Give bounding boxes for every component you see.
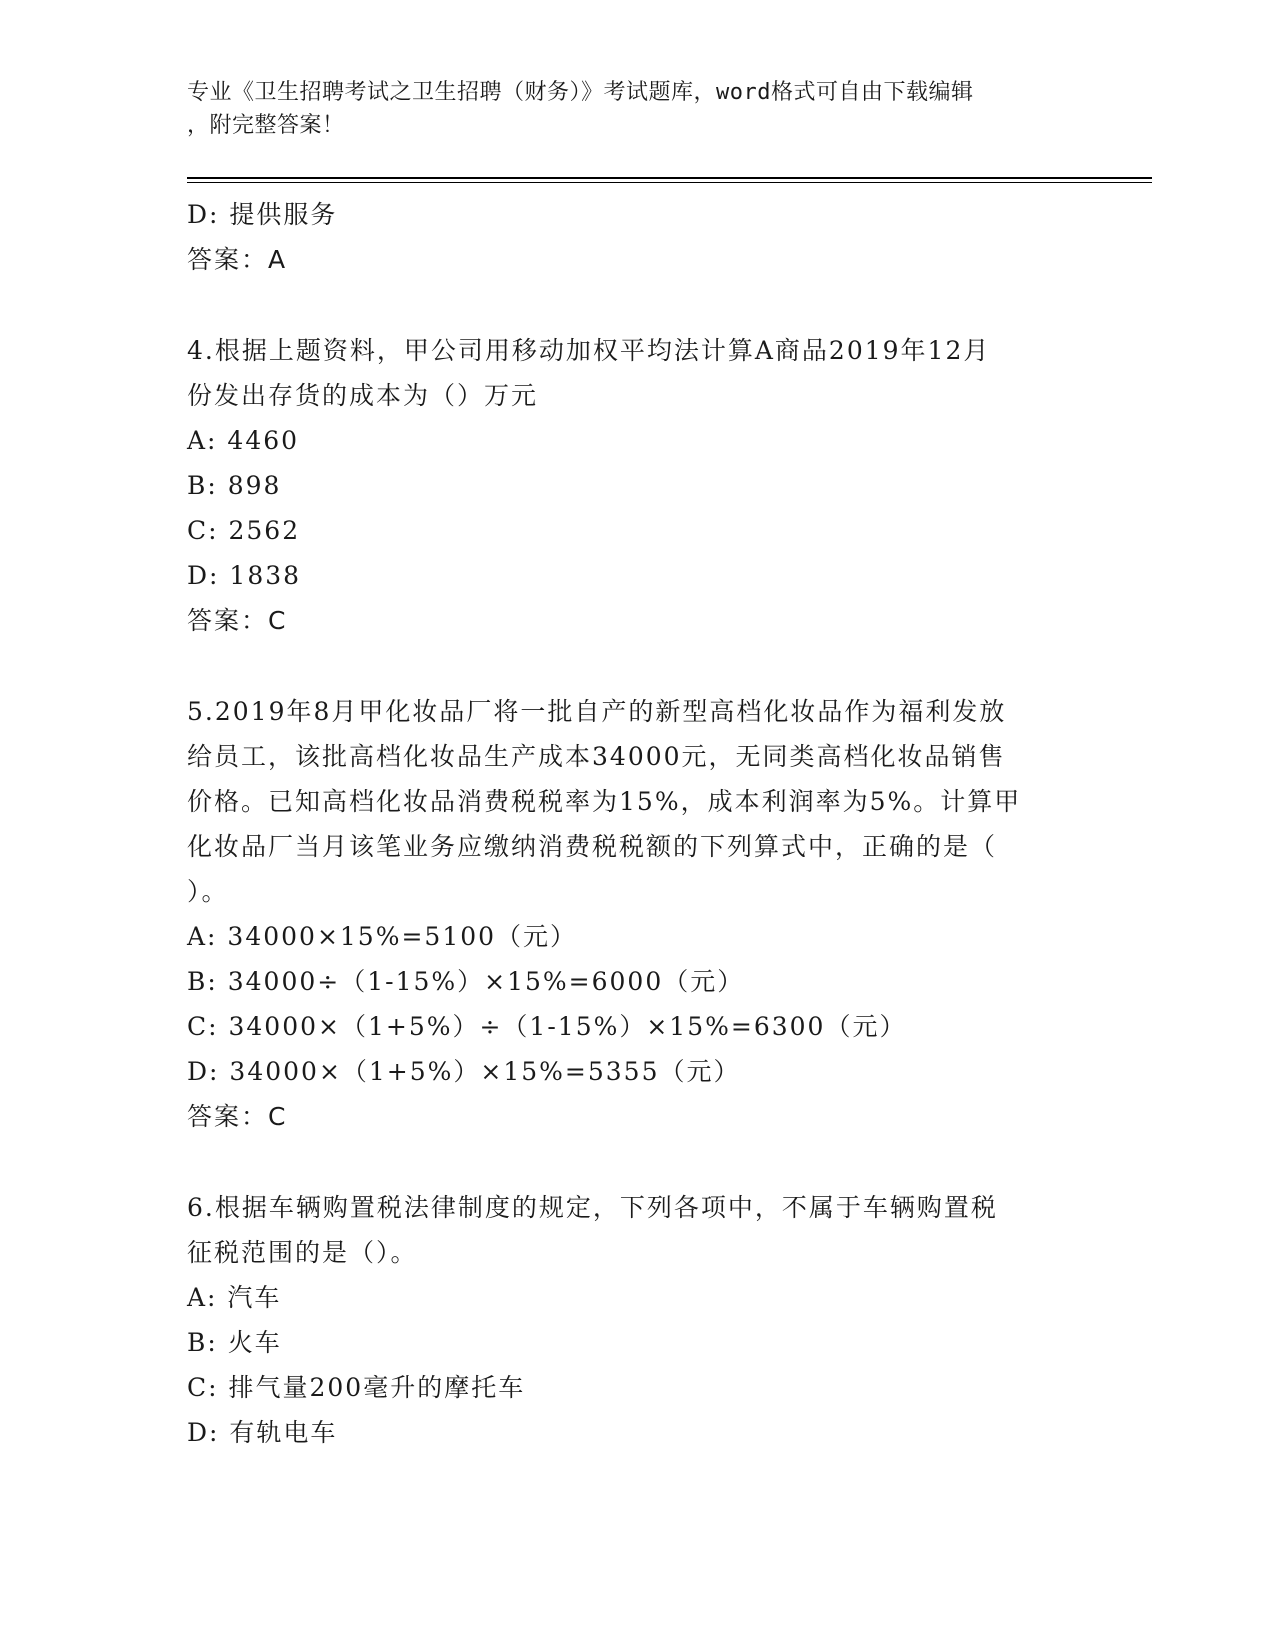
- question-5-stem-line-4: 化妆品厂当月该笔业务应缴纳消费税税额的下列算式中，正确的是（: [187, 832, 998, 861]
- header-line-2: ，附完整答案！: [187, 113, 345, 138]
- question-4-option-d: D: 1838: [187, 561, 302, 590]
- question-5-option-d: D: 34000×（1+5%）×15%=5355（元）: [187, 1057, 741, 1086]
- question-6: [187, 1185, 1067, 1455]
- document-header: [187, 76, 1067, 142]
- header-line-1: 专业《卫生招聘考试之卫生招聘（财务）》考试题库，word格式可自由下载编辑: [187, 80, 974, 105]
- question-4-option-c: C: 2562: [187, 516, 301, 545]
- question-6-option-b: B: 火车: [187, 1328, 282, 1357]
- question-4-option-b: B: 898: [187, 471, 282, 500]
- spacer: [187, 282, 1067, 328]
- spacer: [187, 1139, 1067, 1185]
- question-4-stem-line-1: 4.根据上题资料，甲公司用移动加权平均法计算A商品2019年12月: [187, 336, 991, 365]
- question-5-stem-line-1: 5.2019年8月甲化妆品厂将一批自产的新型高档化妆品作为福利发放: [187, 697, 1007, 726]
- question-5-option-c: C: 34000×（1+5%）÷（1-15%）×15%=6300（元）: [187, 1012, 907, 1041]
- question-4: [187, 328, 1067, 643]
- question-6-option-d: D: 有轨电车: [187, 1418, 338, 1447]
- question-5-option-a: A: 34000×15%=5100（元）: [187, 922, 578, 951]
- prev-answer: 答案：A: [187, 245, 288, 274]
- question-5-stem-line-2: 给员工，该批高档化妆品生产成本34000元，无同类高档化妆品销售: [187, 742, 1006, 771]
- prev-option-d: D: 提供服务: [187, 200, 338, 229]
- question-5-option-b: B: 34000÷（1-15%）×15%=6000（元）: [187, 967, 745, 996]
- question-4-option-a: A: 4460: [187, 426, 300, 455]
- question-4-answer: 答案：C: [187, 606, 288, 635]
- question-6-stem-line-2: 征税范围的是（）。: [187, 1238, 418, 1267]
- header-rule-thin: [187, 182, 1152, 183]
- spacer: [187, 643, 1067, 689]
- question-5: [187, 689, 1067, 1139]
- question-5-stem-line-5: ）。: [187, 877, 229, 906]
- question-4-stem-line-2: 份发出存货的成本为（）万元: [187, 381, 539, 410]
- question-6-option-c: C: 排气量200毫升的摩托车: [187, 1373, 526, 1402]
- header-rule-thick: [187, 177, 1152, 179]
- question-5-stem-line-3: 价格。已知高档化妆品消费税税率为15%，成本利润率为5%。计算甲: [187, 787, 1022, 816]
- question-5-answer: 答案：C: [187, 1102, 288, 1131]
- question-6-option-a: A: 汽车: [187, 1283, 282, 1312]
- question-content: [187, 192, 1067, 1455]
- question-6-stem-line-1: 6.根据车辆购置税法律制度的规定，下列各项中，不属于车辆购置税: [187, 1193, 998, 1222]
